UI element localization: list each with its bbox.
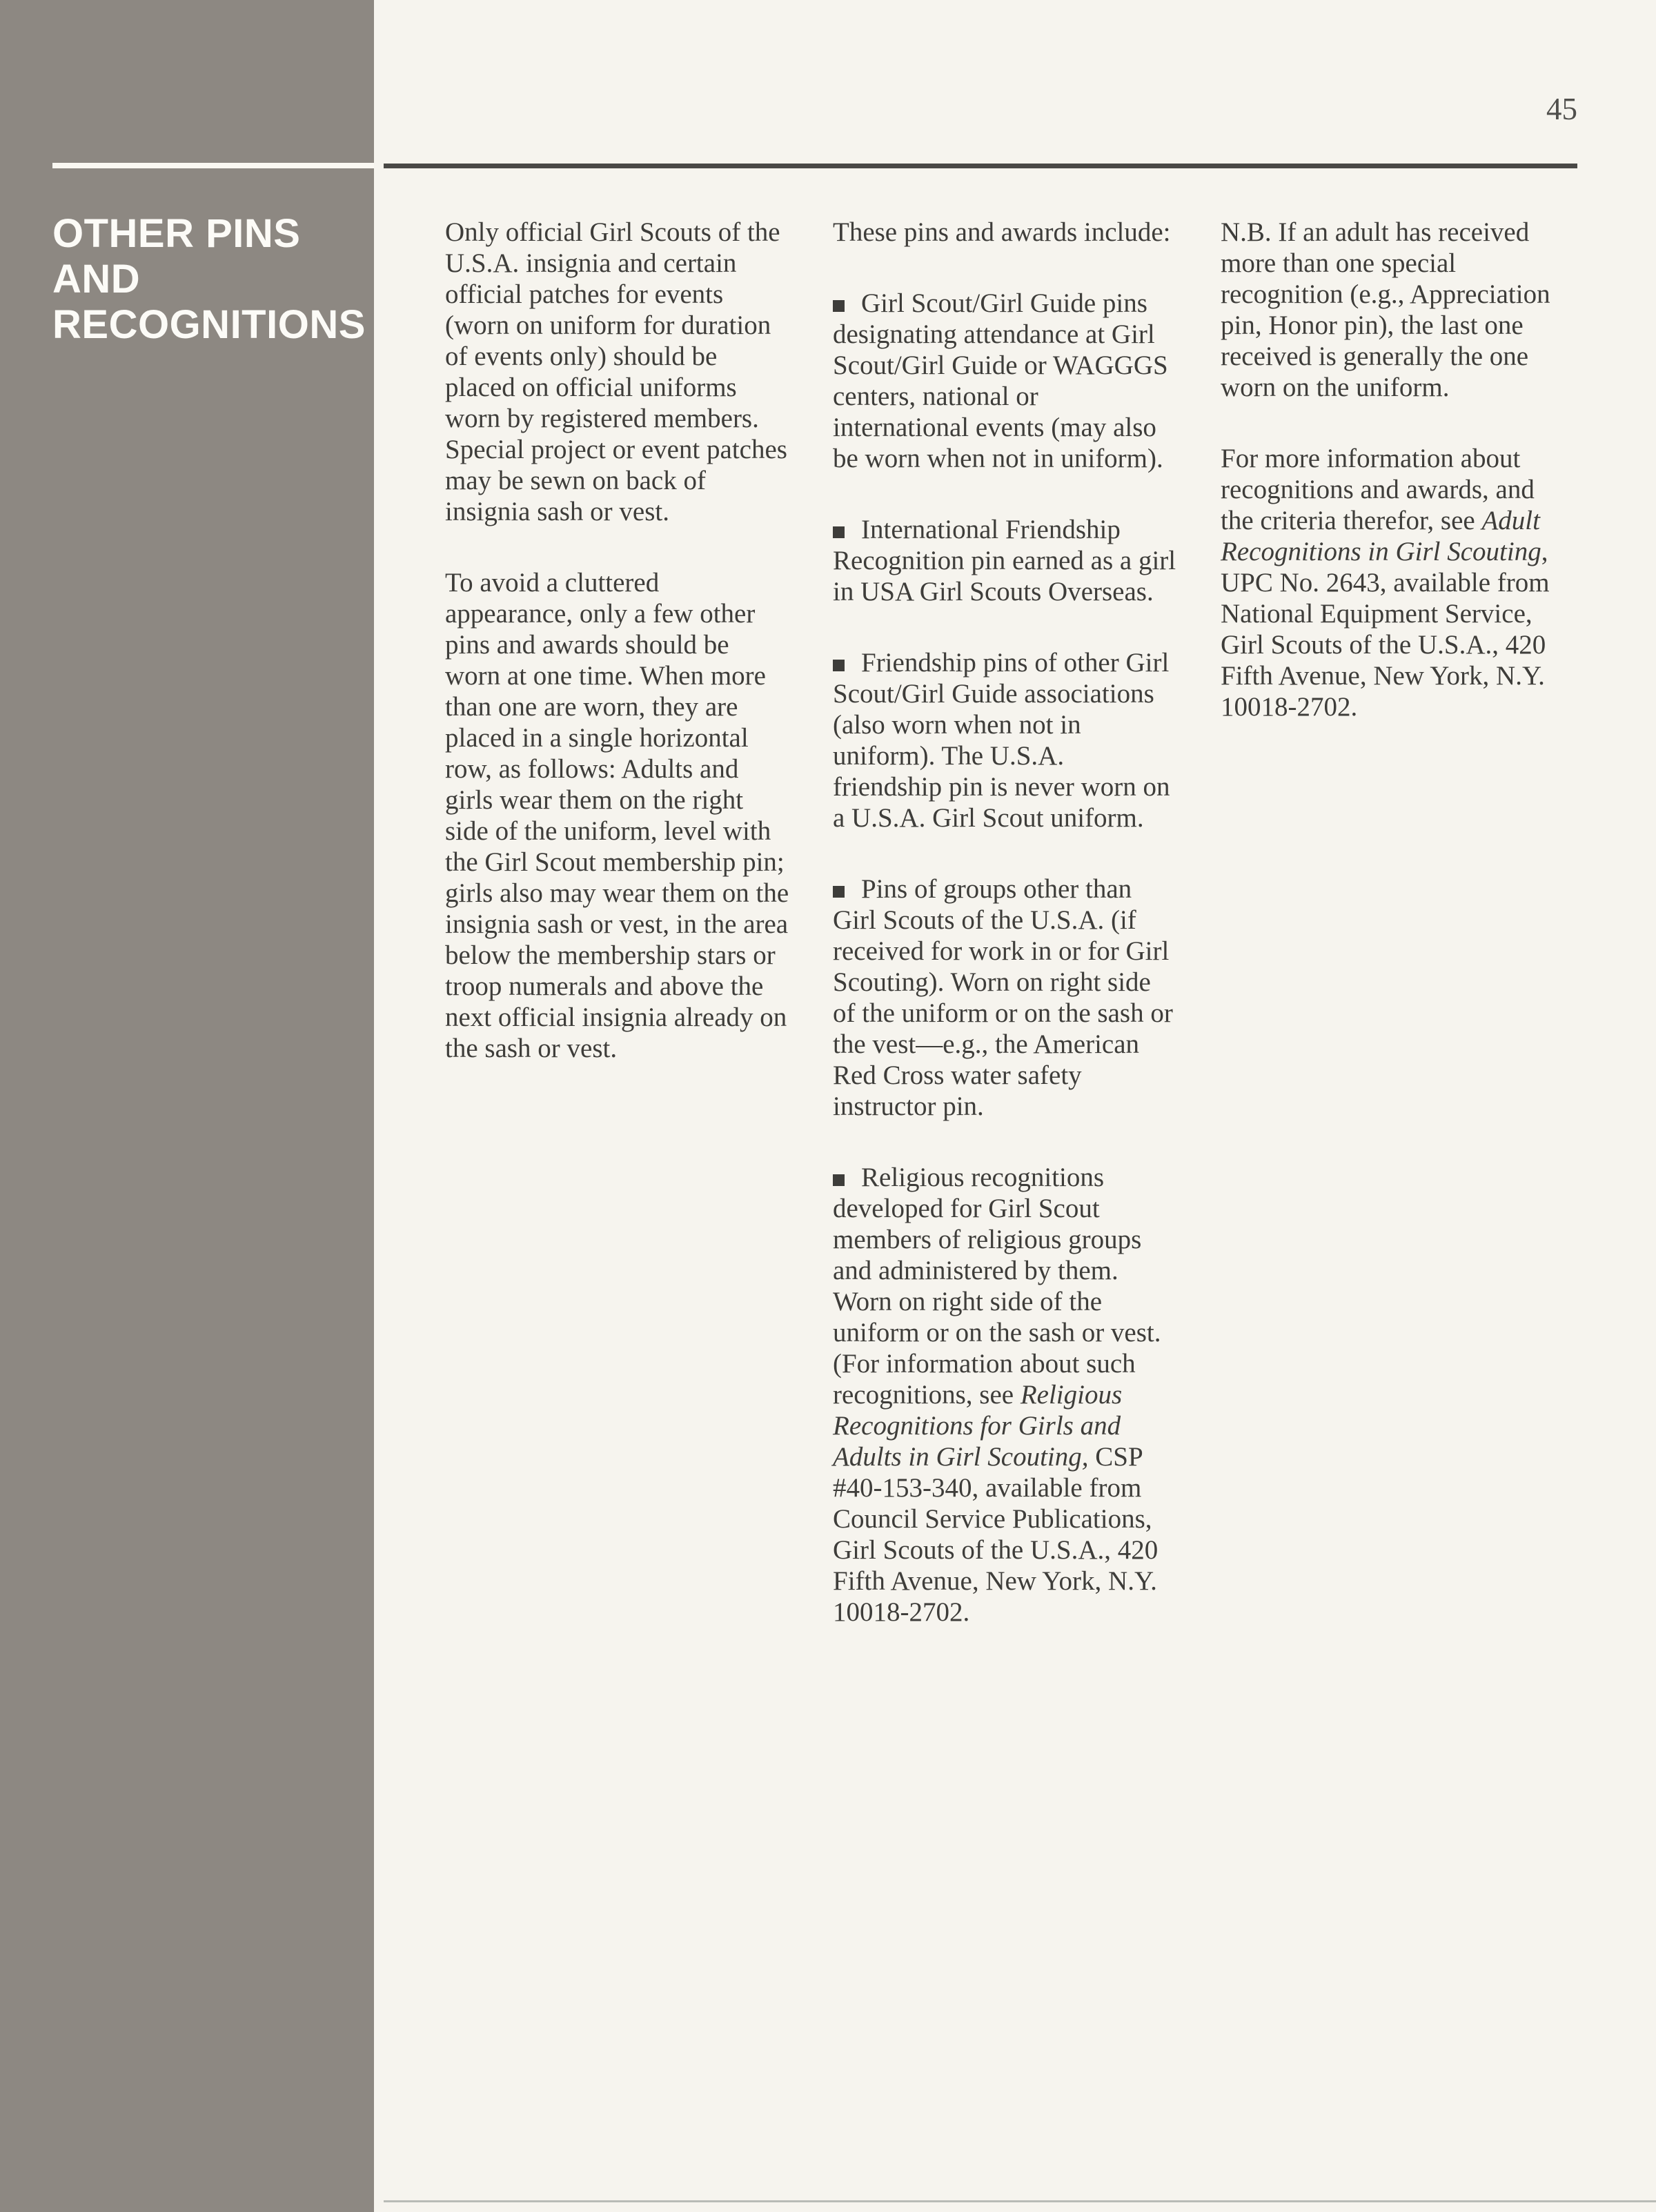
italic-text-run: Religious Recognitions for Girls and Adults in Girl Scouting, (833, 1380, 1123, 1472)
bullet-paragraph (833, 288, 1178, 474)
paragraph (445, 567, 790, 1064)
text-run: These pins and awards include: (833, 217, 1171, 247)
paragraph (833, 217, 1178, 248)
text-run: For more information about recognitions and awards, and the criteria therefor, see (1221, 444, 1535, 535)
text-run: CSP #40-153-340, available from Council Service Publications, Girl Scouts of the U.S.A., 420 Fifth Avenue, New York, N.Y. 10018-2702. (833, 1442, 1159, 1627)
bullet-square-icon (833, 1174, 845, 1186)
page-number: 45 (1546, 92, 1577, 126)
section-title (52, 211, 366, 348)
content-columns (445, 217, 1582, 1668)
paragraph (445, 217, 790, 527)
text-run: International Friendship Recognition pin earned as a girl in USA Girl Scouts Overseas. (833, 515, 1176, 606)
bullet-square-icon (833, 660, 845, 671)
bullet-square-icon (833, 526, 845, 538)
text-run: Religious recognitions developed for Girl Scout members of religious groups and administered by them. Worn on right side of the uniform or on the sash or vest. (For information about such recognitions, see (833, 1163, 1161, 1410)
text-run: To avoid a cluttered appearance, only a few other pins and awards should be worn at one time. When more than one are worn, they are placed in a single horizontal row, as follows: Adults and girls wear them on the right side of the uniform, level with the Girl Scout membership pin; girls also may wear them on the insignia sash or vest, in the area below the membership stars or troop numerals and above the next official insignia already on the sash or vest. (445, 568, 789, 1063)
text-run: , UPC No. 2643, available from National Equipment Service, Girl Scouts of the U.S.A., 420 Fifth Avenue, New York, N.Y. 10018-2702. (1221, 537, 1550, 722)
text-run: Girl Scout/Girl Guide pins designating attendance at Girl Scout/Girl Guide or WAGGGS centers, national or international events (may also be worn when not in uniform). (833, 288, 1168, 473)
text-run: Only official Girl Scouts of the U.S.A. insignia and certain official patches for events (worn on uniform for duration of events only) should be placed on official uniforms worn by registered members. Special project or event patches may be sewn on back of insignia sash or vest. (445, 217, 787, 526)
bottom-edge-line (384, 2200, 1656, 2202)
column-1 (445, 217, 790, 1668)
bullet-paragraph (833, 1162, 1178, 1628)
sidebar-rule (52, 163, 374, 168)
section-title-line: AND (52, 257, 141, 302)
column-3 (1221, 217, 1566, 1668)
paragraph (1221, 217, 1566, 403)
sidebar (0, 0, 374, 2212)
italic-text-run: Adult Recognitions in Girl Scouting (1221, 506, 1541, 566)
bullet-square-icon (833, 300, 845, 312)
text-run: Friendship pins of other Girl Scout/Girl Guide associations (also worn when not in uniform). The U.S.A. friendship pin is never worn on a U.S.A. Girl Scout uniform. (833, 648, 1170, 833)
text-run: Pins of groups other than Girl Scouts of the U.S.A. (if received for work in or for Girl Scouting). Worn on right side of the uniform or on the sash or the vest—e.g., the American Red Cross water safety instructor pin. (833, 874, 1173, 1121)
top-rule (384, 164, 1577, 168)
bullet-paragraph (833, 647, 1178, 833)
bullet-paragraph (833, 514, 1178, 607)
section-title-line: RECOGNITIONS (52, 302, 366, 347)
bullet-paragraph (833, 873, 1178, 1122)
column-2 (833, 217, 1178, 1668)
bullet-square-icon (833, 886, 845, 898)
section-title-line: OTHER PINS (52, 211, 301, 256)
text-run: N.B. If an adult has received more than one special recognition (e.g., Appreciation pin, Honor pin), the last one received is generally the one worn on the uniform. (1221, 217, 1550, 402)
paragraph (1221, 443, 1566, 722)
